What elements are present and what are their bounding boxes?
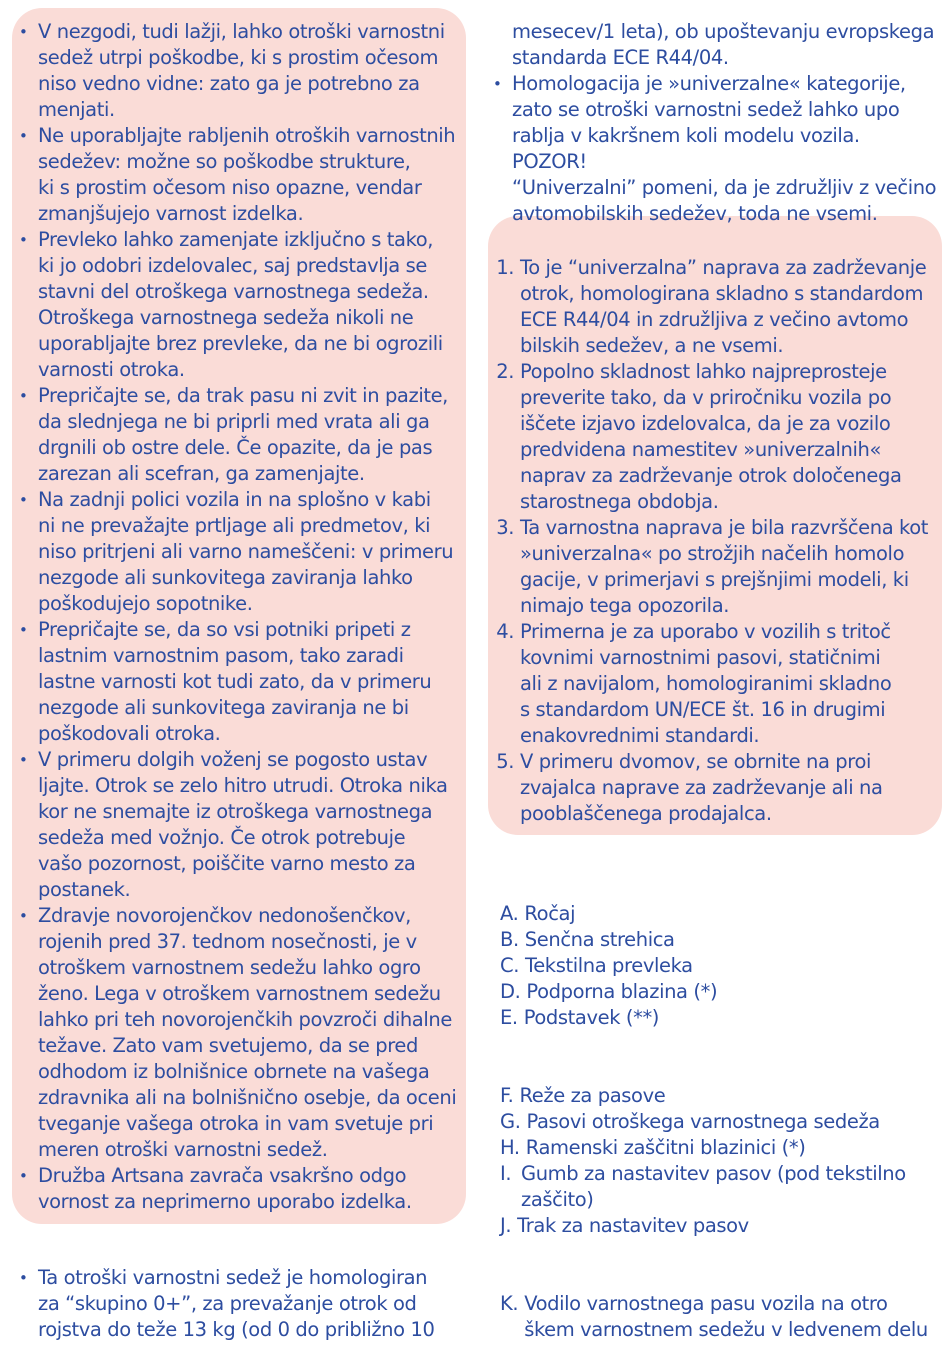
part-item: E. Podstavek (**) xyxy=(500,1006,660,1029)
warning-bullet: • V primeru dolgih voženj se pogosto ustav ljajte. Otrok se zelo hitro utrudi. Otroka nika kor ne snemajte iz otroškega varnostnega sedeža med vožnjo. Če otrok potrebuje vašo pozornost, poiščite varno mesto za postanek. xyxy=(14,747,464,903)
part-item: K. Vodilo varnostnega pasu vozila na otro škem varnostnem sedežu v ledvenem delu xyxy=(500,1292,928,1341)
part-item: D. Podporna blazina (*) xyxy=(500,980,718,1003)
warning-bullet: • Prevleko lahko zamenjate izključno s tako, ki jo odobri izdelovalec, saj predstavlja se stavni del otroškega varnostnega sedeža. Otroškega varnostnega sedeža nikoli ne uporabljajte brez prevleke, da ne bi ogrozili varnosti otroka. xyxy=(14,227,464,383)
part-item: F. Reže za pasove xyxy=(500,1084,666,1107)
warning-bullet: • Prepričajte se, da trak pasu ni zvit in pazite, da slednjega ne bi priprli med vrata ali ga drgnili ob ostre dele. Če opazite, da je pas zarezan ali scefran, ga zamenjajte. xyxy=(14,383,464,487)
universal-notice-list xyxy=(488,255,938,827)
notice-item: 1. To je “univerzalna” naprava za zadrževanje otrok, homologirana skladno s standardom ECE R44/04 in združljiva z večino avtomo bilskih sedežev, a ne vsemi. xyxy=(496,256,927,357)
left-warnings xyxy=(14,19,464,1215)
warning-bullet: • Prepričajte se, da so vsi potniki pripeti z lastnim varnostnim pasom, tako zaradi lastne varnosti kot tudi zato, da v primeru nezgode ali sunkovitega zaviranja ne bi poškodovali otroka. xyxy=(14,617,464,747)
part-item: H. Ramenski zaščitni blazinici (*) xyxy=(500,1136,806,1159)
notice-item: 2. Popolno skladnost lahko najpreprosteje preverite tako, da v priročniku vozila po iščete izjavo izdelovalca, da je za vozilo predvidena namestitev »univerzalnih« naprav za zadrževanje otrok določenega starostnega obdobja. xyxy=(496,360,902,513)
homologation-continued xyxy=(488,19,938,227)
warning-bullet: • Družba Artsana zavrača vsakršno odgo vornost za neprimerno uporabo izdelka. xyxy=(14,1163,464,1215)
notice-item: 3. Ta varnostna naprava je bila razvrščena kot »univerzalna« po strožjih načelih homolo gacije, v primerjavi s prejšnjimi modeli, ki nimajo tega opozorila. xyxy=(496,516,929,617)
part-item: B. Senčna strehica xyxy=(500,928,675,951)
part-item: C. Tekstilna prevleka xyxy=(500,954,693,977)
homologation-bullet: • Ta otroški varnostni sedež je homologiran za “skupino 0+”, za prevažanje otrok od rojstva do teže 13 kg (od 0 do približno 10 xyxy=(14,1265,464,1343)
part-item: I. Gumb za nastavitev pasov (pod tekstilno zaščito) xyxy=(500,1162,906,1211)
notice-item: 5. V primeru dvomov, se obrnite na proi zvajalca naprave za zadrževanje ali na pooblaščenega prodajalca. xyxy=(496,750,883,825)
notice-item: 4. Primerna je za uporabo v vozilih s tritoč kovnimi varnostnimi pasovi, statičnimi ali z navijalom, homologiranimi skladno s standardom UN/ECE št. 16 in drugimi enakovrednimi standardi. xyxy=(496,620,892,747)
warning-bullet: • Na zadnji polici vozila in na splošno v kabi ni ne prevažajte prtljage ali predmetov, ki niso pritrjeni ali varno nameščeni: v primeru nezgode ali sunkovitega zaviranja lahko poškodujejo sopotnike. xyxy=(14,487,464,617)
continuation-text: mesecev/1 leta), ob upoštevanju evropskega standarda ECE R44/04. xyxy=(512,20,935,69)
warning-bullet: • Zdravje novorojenčkov nedonošenčkov, rojenih pred 37. tednom nosečnosti, je v otroškem varnostnem sedežu lahko ogro ženo. Lega v otroškem varnostnem sedežu lahko pri teh novorojenčkih povzroči dihalne težave. Zato vam svetujemo, da se pred odhodom iz bolnišnice obrnete na vašega zdravnika ali na bolnišnično osebje, da oceni tveganje vašega otroka in vam svetuje pri meren otroški varnostni sedež. xyxy=(14,903,464,1163)
part-item: A. Ročaj xyxy=(500,902,576,925)
warning-bullet: • V nezgodi, tudi lažji, lahko otroški varnostni sedež utrpi poškodbe, ki s prostim očesom niso vedno vidne: zato ga je potrebno za menjati. xyxy=(14,19,464,123)
warning-bullet: • Ne uporabljajte rabljenih otroških varnostnih sedežev: možne so poškodbe strukture, ki s prostim očesom niso opazne, vendar zmanjšujejo varnost izdelka. xyxy=(14,123,464,227)
part-item: J. Trak za nastavitev pasov xyxy=(500,1214,749,1237)
parts-list xyxy=(500,901,940,1343)
homologation-intro xyxy=(14,1265,464,1343)
universal-category-bullet: • Homologacija je »univerzalne« kategorije, zato se otroški varnostni sedež lahko upo rablja v kakršnem koli modelu vozila. POZOR! “Univerzalni” pomeni, da je združljiv z večino avtomobilskih sedežev, toda ne vsemi. xyxy=(488,71,938,227)
part-item: G. Pasovi otroškega varnostnega sedeža xyxy=(500,1110,880,1133)
